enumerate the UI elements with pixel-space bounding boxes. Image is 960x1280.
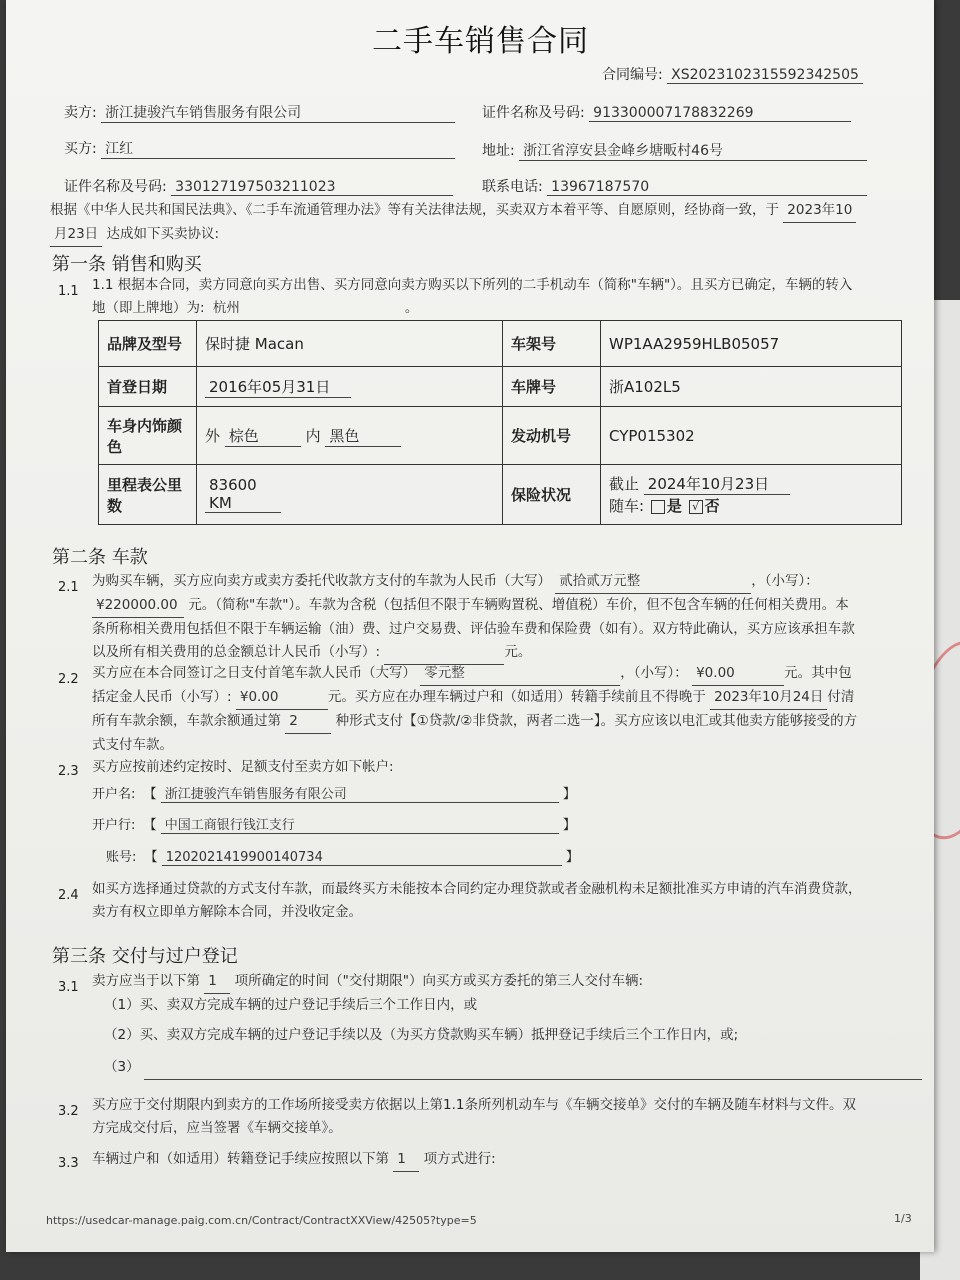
insurance-value: 截止 2024年10月23日 随车: 是 √ 否 <box>601 465 902 525</box>
engine-value: CYP015302 <box>601 407 902 465</box>
vin-label: 车架号 <box>503 321 601 367</box>
account-name-row: 开户名: 【 浙江捷骏汽车销售服务有限公司 】 <box>92 783 576 803</box>
no-checkbox: √ <box>689 500 703 514</box>
brand-label: 品牌及型号 <box>99 321 197 367</box>
article-2-heading: 第二条 车款 <box>52 547 148 568</box>
clause-2-1: 为购买车辆，买方应向卖方或卖方委托代收款方支付的车款为人民币（大写） 贰拾贰万元整 ，（小写）： ¥220000.00 元。（简称"车款"）。车款为含税（包括但不限于车辆购置税、增值税）车价，但不包含车辆的任何相关费用。本 条所称相关费用包括但不限于车辆运输（油）费、过户交易费、评估验车费和保险费（如有）。双方特此确认，买方应该承担车款 以及所有相关费用的总金额总计人民币（小写）: 元。 <box>92 570 902 665</box>
clause-1-1-number: 1.1 <box>58 284 79 299</box>
plate-label: 车牌号 <box>503 367 601 407</box>
brand-value: 保时捷 Macan <box>197 321 503 367</box>
account-number-row: 账号: 【 1202021419900140734 】 <box>106 850 579 865</box>
yes-checkbox <box>651 500 665 514</box>
clause-2-3: 买方应按前述约定按时、足额支付至卖方如下帐户: <box>92 759 394 775</box>
footer-url: https://usedcar-manage.paig.com.cn/Contract/ContractXXView/42505?type=5 <box>46 1214 477 1227</box>
plate-value: 浙A102L5 <box>601 367 902 407</box>
page-title: 二手车销售合同 <box>372 24 589 59</box>
vehicle-info-table <box>98 320 902 525</box>
contract-number: 合同编号: XS20231023155923425​05 <box>602 64 863 84</box>
buyer-id-row: 证件名称及号码: 330127197503211023 <box>64 176 453 196</box>
clause-3-3: 车辆过户和（如适用）转籍登记手续应按照以下第 1 项方式进行: <box>92 1148 496 1172</box>
phone-row: 联系电话: 13967187570 <box>482 176 867 196</box>
vin-value: WP1AA2959HLB05057 <box>601 321 902 367</box>
clause-3-1-option-3: （3） <box>104 1056 922 1080</box>
article-3-heading: 第三条 交付与过户登记 <box>52 946 238 967</box>
clause-1-1: 1.1 根据本合同，卖方同意向买方出售、买方同意向卖方购买以下所列的二手机动车（简称"车辆"）。且买方已确定，车辆的转入 地（即上牌地）为: 杭州 。 <box>92 274 892 321</box>
clause-2-4-number: 2.4 <box>58 888 79 903</box>
seller-row: 卖方: 浙江捷骏汽车销售服务有限公司 <box>64 102 455 123</box>
clause-2-1-number: 2.1 <box>58 580 79 595</box>
clause-2-4: 如买方选择通过贷款的方式支付车款，而最终买方未能按本合同约定办理贷款或者金融机构未足额批准买方申请的汽车消费贷款， 卖方有权立即单方解除本合同，并没收定金。 <box>92 881 862 920</box>
footer-page-number: 1/3 <box>894 1212 912 1225</box>
bank-row: 开户行: 【 中国工商银行钱江支行 】 <box>92 814 576 834</box>
intro-paragraph: 根据《中华人民共和国民法典》、《二手车流通管理办法》等有关法律法规，买卖双方本着平等、自愿原则，经协商一致，于 2023年10 月23日 达成如下买卖协议: <box>50 199 900 247</box>
clause-3-1-option-2: （2）买、卖双方完成车辆的过户登记手续以及（为买方贷款购买车辆）抵押登记手续后三个工作日内，或; <box>104 1027 739 1043</box>
mileage-value: 83600 KM <box>197 465 503 525</box>
clause-2-2: 买方应在本合同签订之日支付首笔车款人民币（大写） 零元整 ，（小写）： ¥0.00 元。其中包 括定金人民币（小写）: ¥0.00 元。买方应在办理车辆过户和（如适用）转籍手续前且不得晚于 2023年10月24日 付清 所有车款余额，车款余额通过第 2 种形式支付【①贷款/②非贷款，两者二选一】。买方应该以电汇或其他卖方能够接受的方 式支付车款。 <box>92 662 904 757</box>
article-1-heading: 第一条 销售和购买 <box>52 254 202 275</box>
first-reg-value: 2016年05月31日 <box>197 367 503 407</box>
clause-3-3-number: 3.3 <box>58 1156 79 1171</box>
engine-label: 发动机号 <box>503 407 601 465</box>
mileage-label: 里程表公里数 <box>99 465 197 525</box>
clause-3-1: 卖方应当于以下第 1 项所确定的时间（"交付期限"）向买方或买方委托的第三人交付车辆: <box>92 970 912 994</box>
insurance-label: 保险状况 <box>503 465 601 525</box>
clause-3-1-option-1: （1）买、卖双方完成车辆的过户登记手续后三个工作日内，或 <box>104 997 478 1013</box>
color-value: 外 棕色 内 黑色 <box>197 407 503 465</box>
clause-3-1-number: 3.1 <box>58 980 79 995</box>
clause-2-3-number: 2.3 <box>58 764 79 779</box>
first-reg-label: 首登日期 <box>99 367 197 407</box>
color-label: 车身内饰颜色 <box>99 407 197 465</box>
contract-page <box>6 0 934 1252</box>
buyer-row: 买方: 江红 <box>64 138 455 159</box>
seller-id-row: 证件名称及号码: 913300007178832269 <box>482 102 851 122</box>
clause-3-2-number: 3.2 <box>58 1104 79 1119</box>
clause-2-2-number: 2.2 <box>58 672 79 687</box>
clause-3-2: 买方应于交付期限内到卖方的工作场所接受卖方依据以上第1.1条所列机动车与《车辆交接单》交付的车辆及随车材料与文件。双 方完成交付后，应当签署《车辆交接单》。 <box>92 1097 856 1136</box>
address-row: 地址: 浙江省淳安县金峰乡塘畈村46号 <box>482 140 867 161</box>
